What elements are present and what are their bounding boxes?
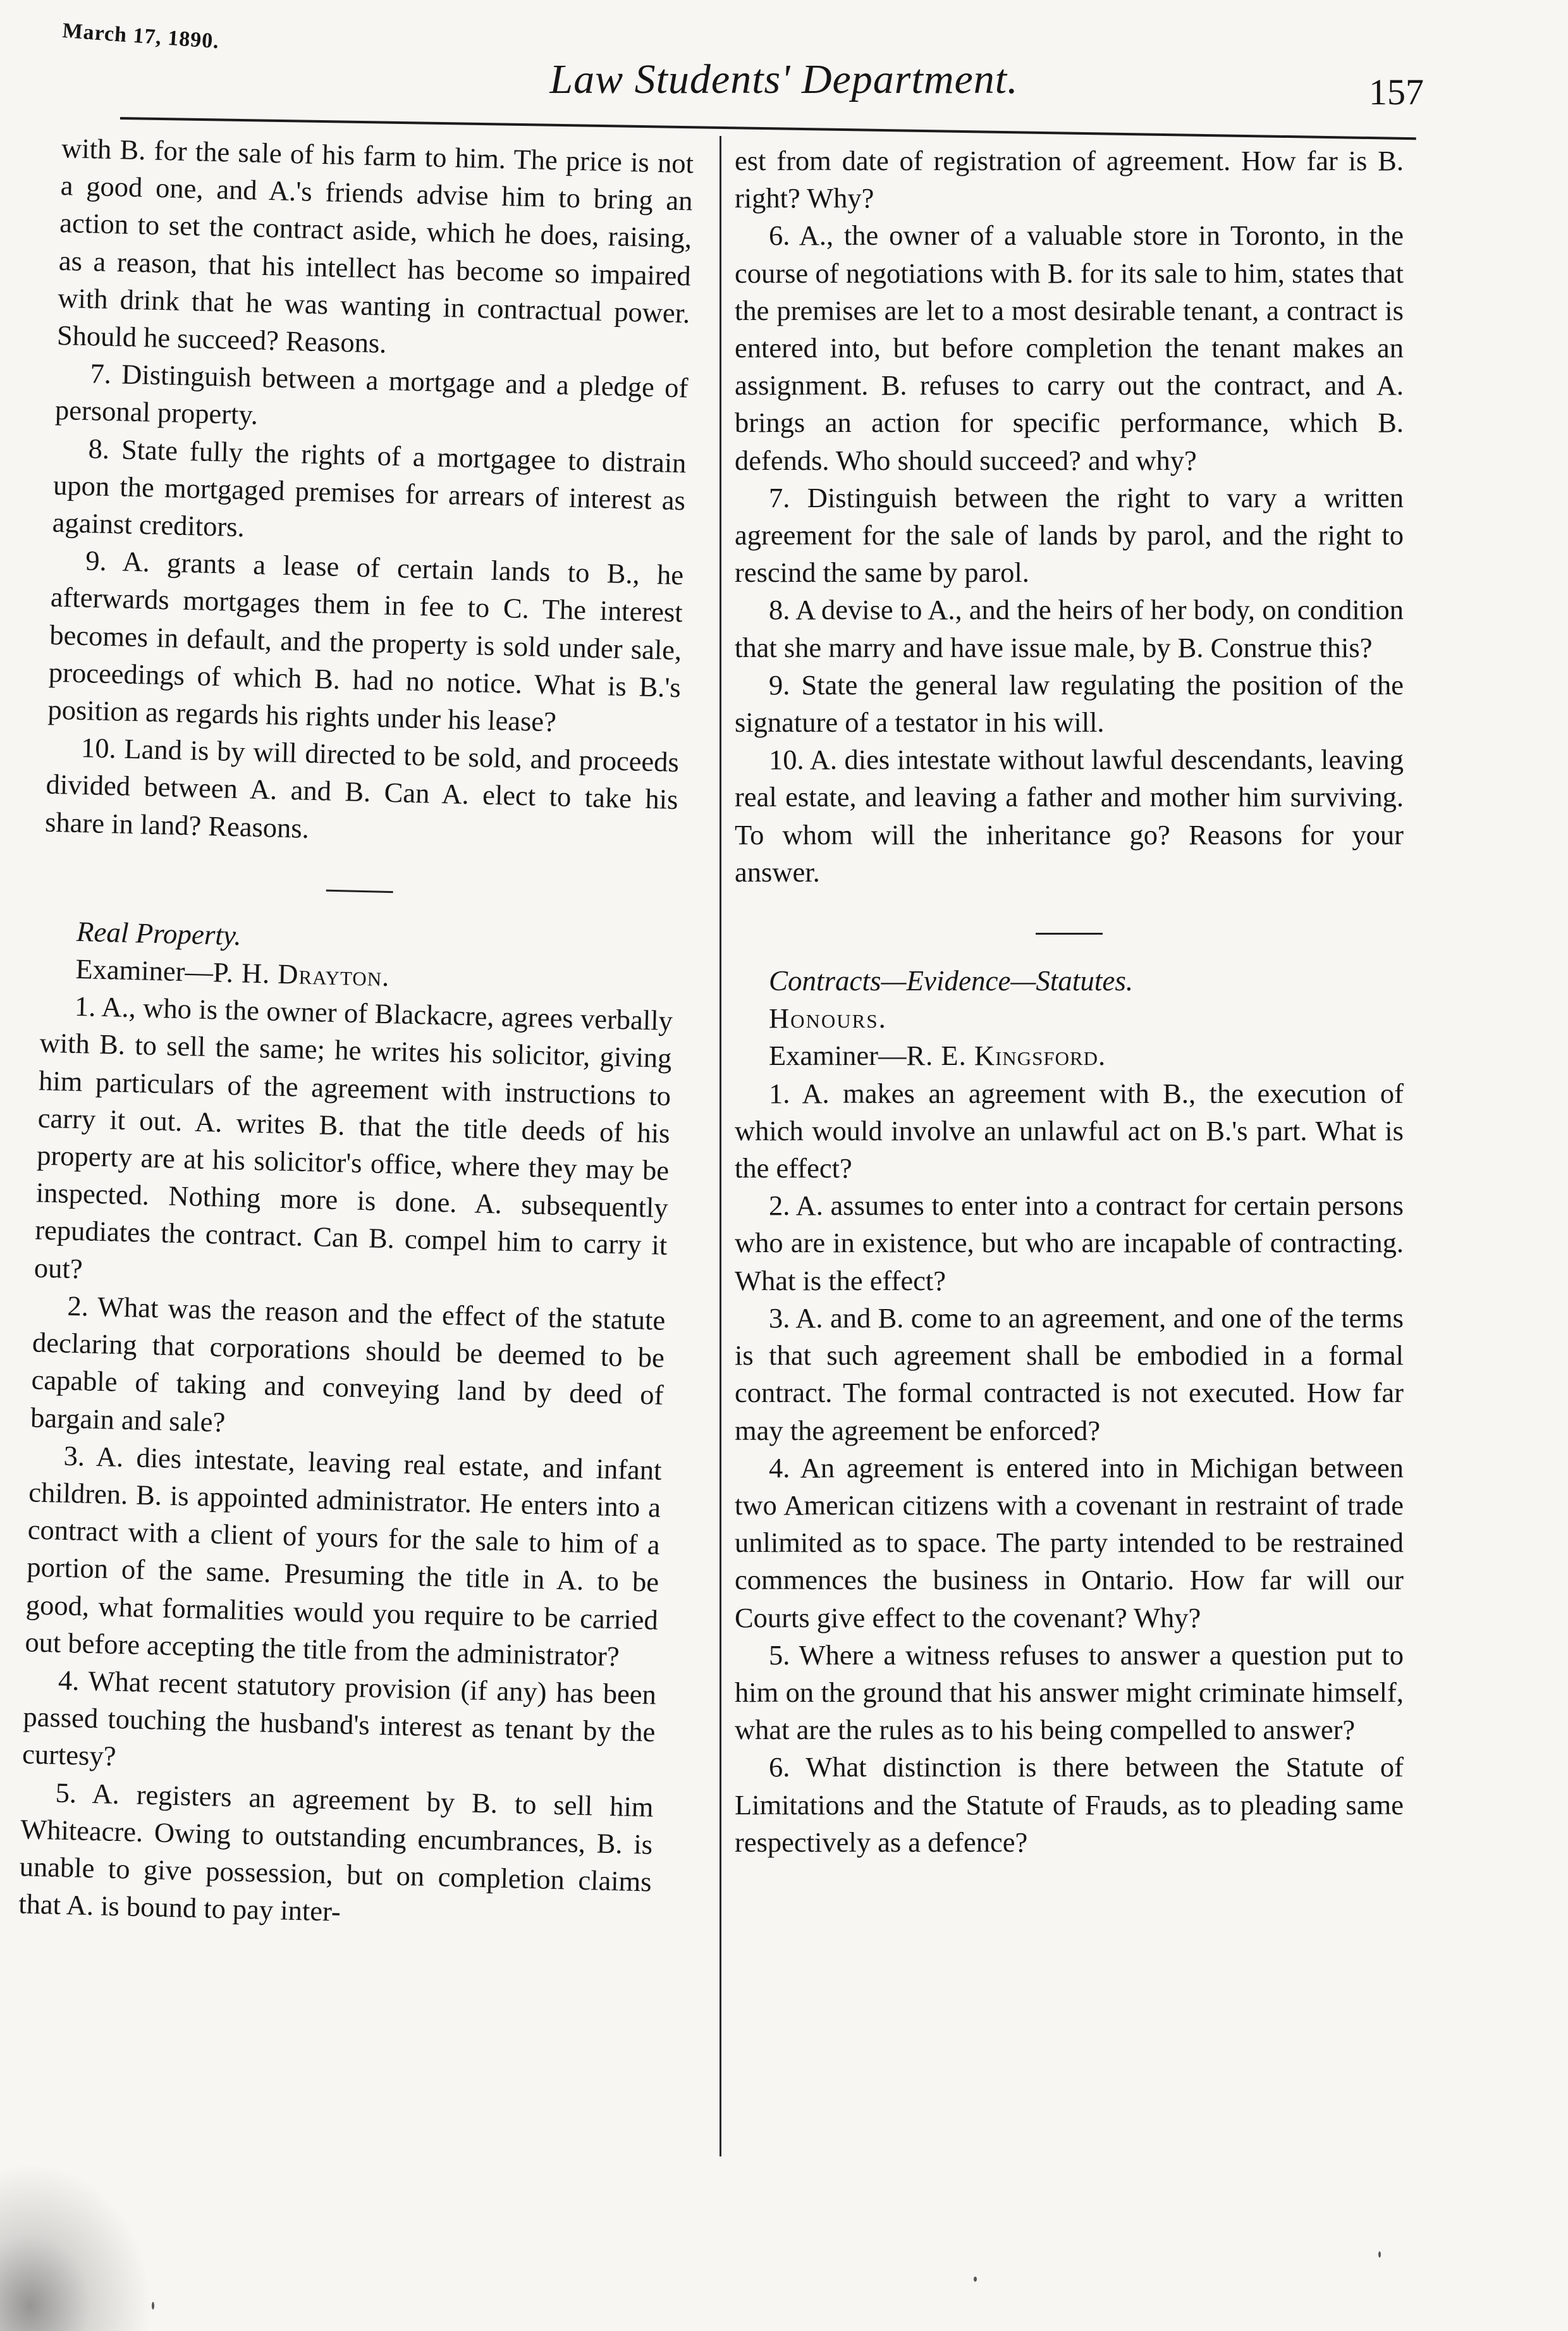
paragraph: 9. A. grants a lease of certain lands to B., he afterwards mortgages them in fee to C. The interest becomes in default, and the property is sold under sale, proceedings of which B. had no notice. What is B.'s position as regards his rights under his lease? bbox=[47, 544, 684, 738]
paragraph: 7. Distinguish between a mortgage and a pledge of personal property. bbox=[54, 357, 689, 431]
section-title: Real Property. bbox=[76, 915, 242, 952]
ink-speck bbox=[152, 2302, 154, 2309]
question: 4. An agreement is entered into in Michigan between two American citizens with a covenant in restraint of trade unlimited as to space. The party intended to be restrained commences the business in Ontario. How far will our Courts give effect to the covenant? Why? bbox=[735, 1451, 1404, 1633]
question: 5. A. registers an agreement by B. to sell him Whiteacre. Owing to outstanding encumbrances, B. is unable to give possession, but on completion claims that A. is bound to pay inter- bbox=[18, 1776, 654, 1928]
column-divider bbox=[720, 136, 721, 2156]
section-title: Contracts—Evidence—Statutes. bbox=[769, 965, 1134, 997]
running-title: Law Students' Department. bbox=[549, 56, 1019, 102]
paragraph: 10. A. dies intestate without lawful descendants, leaving real estate, and leaving a father and mother him surviving. To whom will the inheritance go? Reasons for your answer. bbox=[735, 744, 1404, 888]
ink-speck bbox=[1378, 2251, 1381, 2258]
examiner-name: R. E. Kingsford. bbox=[906, 1040, 1106, 1072]
section-separator bbox=[326, 889, 393, 893]
paragraph: est from date of registration of agreement. How far is B. right? Why? bbox=[735, 145, 1404, 214]
examiner-label: Examiner— bbox=[769, 1040, 907, 1072]
scan-smudge bbox=[0, 2163, 152, 2331]
ink-speck bbox=[974, 2277, 977, 2282]
paragraph: 8. A devise to A., and the heirs of her body, on condition that she marry and have issue male, by B. Construe this? bbox=[735, 594, 1404, 663]
paragraph: 9. State the general law regulating the position of the signature of a testator in his will. bbox=[735, 668, 1404, 739]
paragraph: 8. State fully the rights of a mortgagee to distrain upon the mortgaged premises for arrears of interest as against creditors. bbox=[52, 432, 687, 543]
section-separator bbox=[1036, 933, 1103, 935]
left-column bbox=[18, 130, 694, 1938]
question: 3. A. and B. come to an agreement, and one of the terms is that such agreement shall be embodied in a formal contract. The formal contracted is not executed. How far may the agreement be enforced? bbox=[735, 1301, 1404, 1446]
examiner-line bbox=[735, 1037, 1404, 1074]
question: 1. A. makes an agreement with B., the execution of which would involve an unlawful act on B.'s part. What is the effect? bbox=[735, 1077, 1404, 1184]
question: 2. A. assumes to enter into a contract for certain persons who are in existence, but who are incapable of contracting. What is the effect? bbox=[735, 1190, 1404, 1296]
question: 1. A., who is the owner of Blackacre, agrees verbally with B. to sell the same; he writes his solicitor, giving him particulars of the agreement with instructions to carry it out. A. writes B. that the title deeds of his property are at his solicitor's office, where they may be inspected. Nothing more is done. A. subsequently repudiates the contract. Can B. compel him to carry it out? bbox=[34, 990, 673, 1285]
examiner-label: Examiner— bbox=[75, 952, 214, 988]
question: 5. Where a witness refuses to answer a question put to him on the ground that his answer might criminate himself, what are the rules as to his being compelled to answer? bbox=[735, 1639, 1404, 1746]
right-column bbox=[735, 142, 1404, 1861]
question: 2. What was the reason and the effect of the statute declaring that corporations should be deemed to be capable of taking and conveying land by deed of bargain and sale? bbox=[30, 1289, 666, 1438]
page-number: 157 bbox=[1369, 71, 1424, 113]
examiner-name: P. H. Drayton. bbox=[212, 956, 391, 993]
paragraph: 10. Land is by will directed to be sold, and proceeds divided between A. and B. Can A. elect to take his share in land? Reasons. bbox=[44, 732, 680, 844]
issue-date: March 17, 1890. bbox=[61, 19, 220, 54]
question: 6. What distinction is there between the Statute of Limitations and the Statute of Frauds, as to pleading same respectively as a defence? bbox=[735, 1751, 1404, 1858]
question: 4. What recent statutory provision (if any) has been passed touching the husband's interest as tenant by the curtesy? bbox=[21, 1664, 657, 1773]
section-subtitle: Honours. bbox=[769, 1002, 887, 1035]
question: 3. A. dies intestate, leaving real estate, and infant children. B. is appointed administrator. He enters into a contract with a client of yours for the sale to him of a portion of the same. Presuming the title in A. to be good, what formalities would you require to be carried out before accepting the title from the administrator? bbox=[24, 1439, 663, 1672]
paragraph: 6. A., the owner of a valuable store in Toronto, in the course of negotiations with B. for its sale to him, states that the premises are let to a most desirable tenant, a contract is entered into, but before completion the tenant makes an assignment. B. refuses to carry out the contract, and A. brings an action for specific performance, which B. defends. Who should succeed? and why? bbox=[735, 219, 1404, 476]
paragraph: with B. for the sale of his farm to him. The price is not a good one, and A.'s friends advise him to bring an action to set the contract aside, which he does, raising, as a reason, that his intellect has become so impaired with drink that he was wanting in contractual power. Should he succeed? Reasons. bbox=[56, 132, 694, 359]
paragraph: 7. Distinguish between the right to vary a written agreement for the sale of lands by parol, and the right to rescind the same by parol. bbox=[735, 481, 1404, 589]
